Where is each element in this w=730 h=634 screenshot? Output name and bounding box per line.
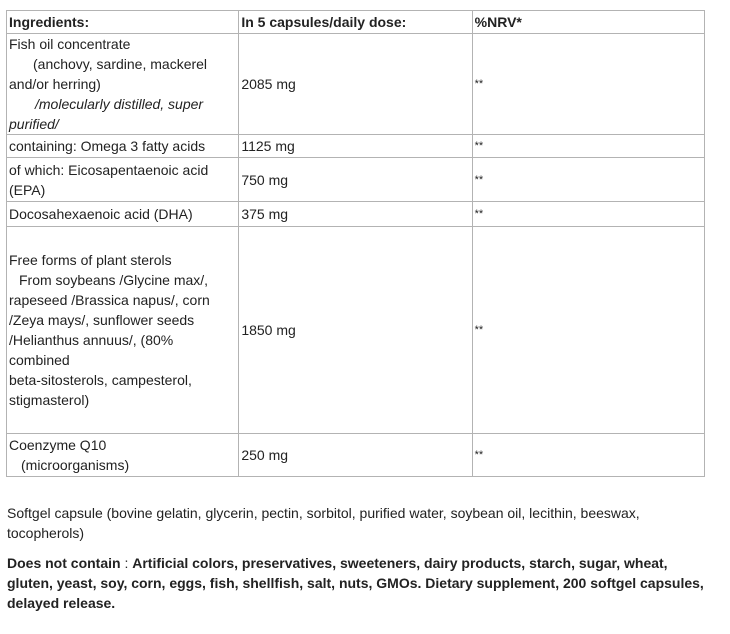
ingredient-name bbox=[7, 202, 239, 227]
ingredient-line: (microorganisms) bbox=[21, 457, 130, 473]
ingredient-nrv: ** bbox=[472, 158, 704, 202]
table-header-row bbox=[7, 11, 705, 34]
ingredient-dose: 375 mg bbox=[239, 202, 472, 227]
ingredient-name bbox=[7, 135, 239, 158]
table-row bbox=[7, 227, 705, 434]
ingredient-line: Coenzyme Q10 bbox=[9, 437, 107, 453]
ingredient-dose: 750 mg bbox=[239, 158, 472, 202]
header-ingredients: Ingredients: bbox=[7, 11, 239, 34]
ingredients-table bbox=[6, 10, 705, 477]
header-nrv: %NRV* bbox=[472, 11, 704, 34]
does-not-contain-separator: : bbox=[120, 555, 133, 571]
ingredient-dose: 1850 mg bbox=[239, 227, 472, 434]
ingredient-nrv: ** bbox=[472, 227, 704, 434]
capsule-description: Softgel capsule (bovine gelatin, glycerin, pectin, sorbitol, purified water, soybean oil, lecithin, beeswax, tocopherols) bbox=[7, 505, 640, 541]
table-row bbox=[7, 434, 705, 477]
ingredient-line: From soybeans /Glycine max/, bbox=[19, 272, 209, 288]
ingredient-line: /Zeya mays/, sunflower seeds bbox=[9, 312, 195, 328]
ingredient-line: (EPA) bbox=[9, 181, 46, 198]
ingredient-nrv: ** bbox=[472, 202, 704, 227]
ingredient-dose: 1125 mg bbox=[239, 135, 472, 158]
ingredient-dose: 250 mg bbox=[239, 434, 472, 477]
ingredient-dose: 2085 mg bbox=[239, 34, 472, 135]
table-row bbox=[7, 135, 705, 158]
ingredient-name bbox=[7, 434, 239, 477]
ingredient-name bbox=[7, 227, 239, 434]
does-not-contain-note bbox=[7, 553, 712, 613]
ingredient-line: Free forms of plant sterols bbox=[9, 252, 172, 268]
ingredient-line: purified/ bbox=[9, 116, 59, 132]
ingredient-line: beta-sitosterols, campesterol, bbox=[9, 372, 192, 388]
ingredient-line: (anchovy, sardine, mackerel bbox=[33, 56, 208, 72]
ingredient-name bbox=[7, 34, 239, 135]
table-row bbox=[7, 202, 705, 227]
ingredient-nrv: ** bbox=[472, 135, 704, 158]
ingredient-line: stigmasterol) bbox=[9, 392, 90, 408]
ingredient-line: rapeseed /Brassica napus/, corn bbox=[9, 292, 210, 308]
ingredient-line: and/or herring) bbox=[9, 76, 101, 92]
ingredient-nrv: ** bbox=[472, 34, 704, 135]
ingredient-line: /molecularly distilled, super bbox=[35, 96, 204, 112]
ingredient-line: of which: Eicosapentaenoic acid bbox=[9, 161, 209, 178]
does-not-contain-text: Artificial colors, preservatives, sweeteners, dairy products, starch, sugar, wheat, gluten, yeast, soy, corn, eggs, fish, shellfish, salt, nuts, GMOs. Dietary supplement, 200 softgel capsules, delayed release. bbox=[7, 555, 704, 611]
table-row bbox=[7, 34, 705, 135]
header-dose: In 5 capsules/daily dose: bbox=[239, 11, 472, 34]
ingredient-line: containing: Omega 3 fatty acids bbox=[9, 138, 206, 154]
ingredient-name bbox=[7, 158, 239, 202]
ingredient-line: Fish oil concentrate bbox=[9, 36, 131, 52]
table-row bbox=[7, 158, 705, 202]
does-not-contain-label: Does not contain bbox=[7, 555, 121, 571]
ingredient-line: Docosahexaenoic acid (DHA) bbox=[9, 206, 193, 222]
ingredient-line: /Helianthus annuus/, (80% combined bbox=[9, 332, 174, 368]
ingredient-nrv: ** bbox=[472, 434, 704, 477]
